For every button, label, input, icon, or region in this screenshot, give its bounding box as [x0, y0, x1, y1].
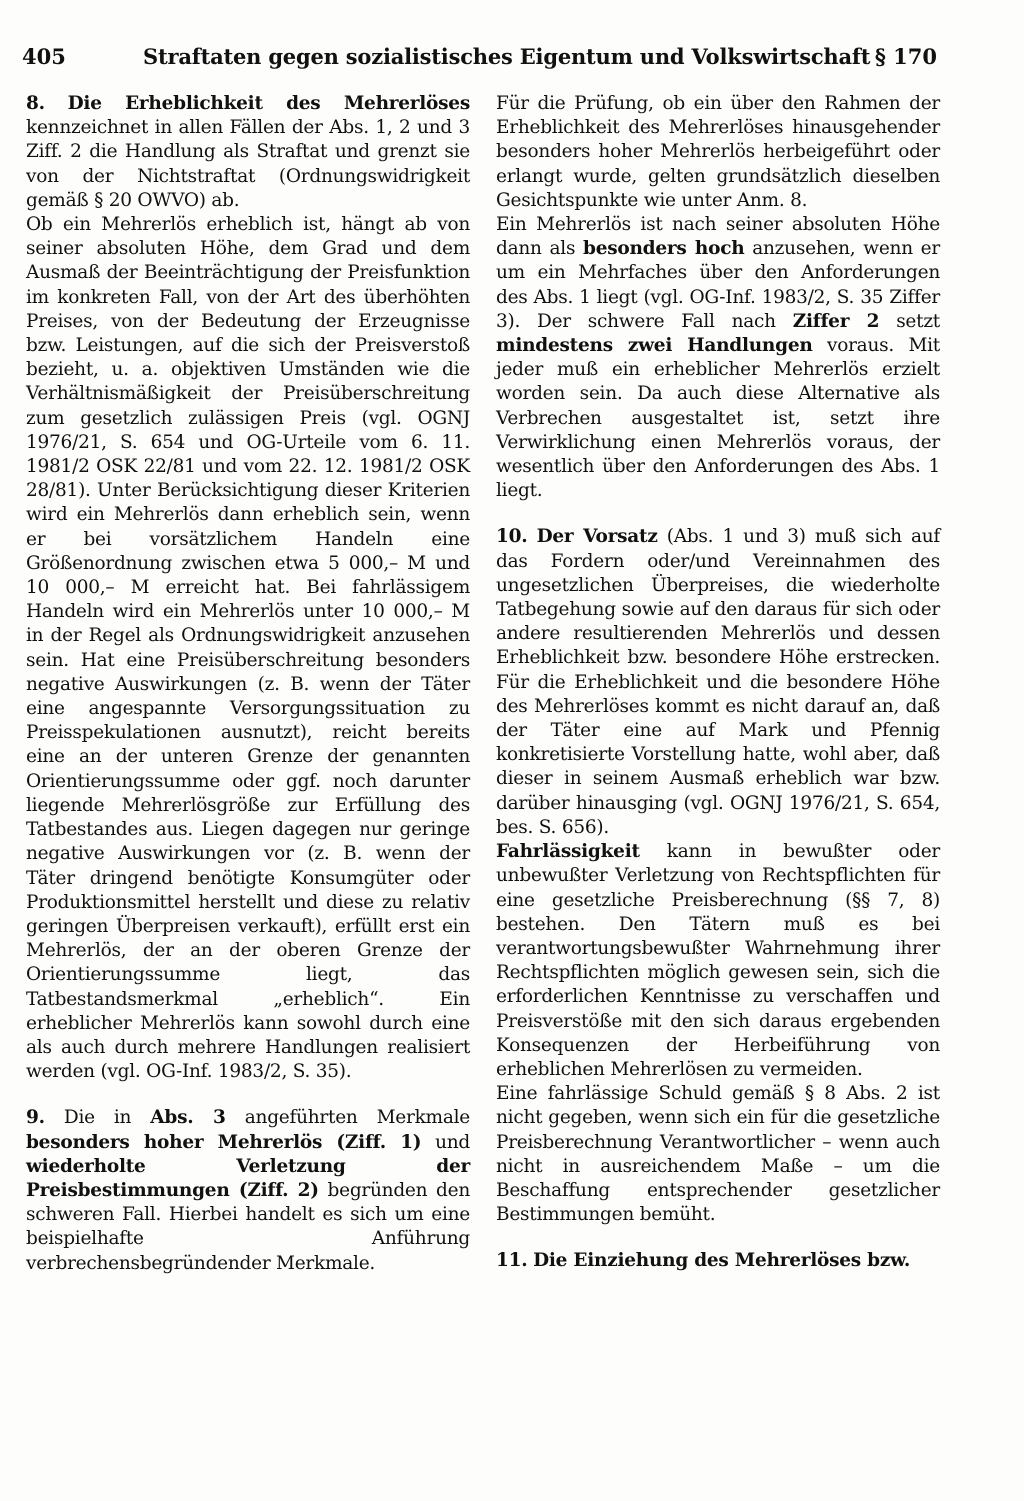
- p3-bold-1: besonders hoch: [583, 238, 745, 260]
- note-8-paragraph-2: Ob ein Mehrerlös erheblich ist, hängt ab von seiner absoluten Höhe, dem Grad und dem Ausmaß der Beeinträchtigung der Preisfunktion im konkreten Fall, von der Art des überhöhten Preises, von der Bedeutung der Erzeugnisse bzw. Leistungen, auf die sich der Preisverstoß bezieht, u. a. objektiven Umständen wie die Verhältnismäßigkeit der Preisüberschreitung zum gesetzlich zulässigen Preis (vgl. OGNJ 1976/21, S. 654 und OG-Urteile vom 6. 11. 1981/2 OSK 22/81 und vom 22. 12. 1981/2 OSK 28/81). Unter Berücksichtigung dieser Kriterien wird ein Mehrerlös dann erheblich sein, wenn er bei vorsätzlichem Handeln eine Größenordnung zwischen etwa 5 000,– M und 10 000,– M erreicht hat. Bei fahrlässigem Handeln wird ein Mehrerlös unter 10 000,– M in der Regel als Ordnungswidrigkeit anzusehen sein. Hat eine Preisüberschreitung besonders negative Auswirkungen (z. B. wenn der Täter eine angespannte Versorgungssituation zu Preisspekulationen ausnutzt), reicht bereits eine an der unteren Grenze der genannten Orientierungssumme oder ggf. noch darunter liegende Mehrerlösgröße zur Erfüllung des Tatbestandes aus. Liegen dagegen nur geringe negative Auswirkungen vor (z. B. wenn der Täter dringend benötigte Konsumgüter oder Produktionsmittel herstellt und diese zu relativ geringen Überpreisen verkauft), erfüllt erst ein Mehrerlös, der an der oberen Grenze der Orientierungssumme liegt, das Tatbestandsmerkmal „erheblich“. Ein erheblicher Mehrerlös kann sowohl durch eine als auch durch mehrere Handlungen realisiert werden (vgl. OG-Inf. 1983/2, S. 35).: [26, 214, 470, 1083]
- note-9-text-4: begründen den schweren Fall. Hierbei handelt es sich um eine beispielhafte Anführung verbrechensbegründender Merkmale.: [26, 1179, 471, 1274]
- p3-text-2: anzusehen, wenn er um ein Mehrfaches über den Anforderungen des Abs. 1 liegt (vgl. OG-Inf. 1983/2, S. 35 Ziffer 3). Der schwere Fall nach: [496, 238, 940, 332]
- note-9-bold-2: besonders hoher Mehrerlös (Ziff. 1): [26, 1131, 422, 1153]
- note-9-text-1: Die in: [63, 1107, 132, 1129]
- p3-bold-3: mindestens zwei Handlungen: [496, 335, 813, 357]
- left-column: [26, 92, 470, 1276]
- negligence-text: kann in bewußter oder unbewußter Verletzung von Rechtspflichten für eine gesetzliche Preisberechnung (§§ 7, 8) bestehen. Den Tätern muß es bei verantwortungsbewußter Wahrnehmung ihrer Rechtspflichten möglich gewesen sein, sich die erforderlichen Kenntnisse zu verschaffen und Preisverstöße mit den sich daraus ergebenden Konsequenzen der Herbeiführung von erheblichen Mehrerlösen zu vermeiden.: [496, 841, 940, 1080]
- negligence-paragraph: [496, 840, 940, 1082]
- note-8-number: 8.: [26, 93, 45, 114]
- page-number: 405: [22, 44, 66, 69]
- running-header: [22, 40, 937, 74]
- note-9-text-2: angeführten Merkmale: [244, 1107, 470, 1129]
- section-number: § 170: [874, 44, 937, 69]
- note-9-number: 9.: [26, 1107, 45, 1129]
- note-9: [26, 1106, 470, 1275]
- p3-text-1: Ein Mehrerlös ist nach seiner absoluten Höhe dann als: [496, 214, 940, 260]
- note-10: [496, 525, 940, 840]
- note-10-text: (Abs. 1 und 3) muß sich auf das Fordern oder/und Vereinnahmen des ungesetzlichen Überpreises, die wiederholte Tatbegehung sowie auf den daraus für sich oder andere resultierenden Mehrerlös und dessen Erheblichkeit bzw. besondere Höhe erstrecken. Für die Erheblichkeit und die besondere Höhe des Mehrerlöses kommt es nicht darauf an, daß der Täter eine auf Mark und Pfennig konkretisierte Vorstellung hatte, wohl aber, daß dieser in seinem Ausmaß erheblich war bzw. darüber hinausging (vgl. OGNJ 1976/21, S. 654, bes. S. 656).: [496, 526, 940, 838]
- note-9-bold-1: Abs. 3: [150, 1107, 226, 1129]
- note-11: [496, 1249, 940, 1273]
- note-9-bold-3: wiederholte Verletzung der Preisbestimmungen (Ziff. 2): [26, 1155, 470, 1201]
- p3-bold-2: Ziffer 2: [792, 310, 880, 332]
- note-10-number: 10.: [496, 526, 528, 548]
- p3-text-4: voraus. Mit jeder muß ein erheblicher Mehrerlös erzielt worden sein. Da auch diese Alternative als Verbrechen ausgestaltet ist, setzt ihre Verwirklichung einen Mehrerlös voraus, der wesentlich über den Anforderungen des Abs. 1 liegt.: [496, 335, 940, 502]
- right-column: [496, 92, 940, 1274]
- negligence-paragraph-2: Eine fahrlässige Schuld gemäß § 8 Abs. 2 ist nicht gegeben, wenn sich ein für die gesetzliche Preisberechnung Verantwortlicher – wenn auch nicht in ausreichendem Maße – um die Beschaffung entsprechender gesetzlicher Bestimmungen bemüht.: [496, 1083, 940, 1226]
- note-8: [26, 92, 470, 213]
- note-10-heading: Der Vorsatz: [536, 526, 658, 548]
- note-8-heading: Die Erheblichkeit des Mehrerlöses: [67, 93, 470, 114]
- note-9-paragraph-3: [496, 213, 940, 503]
- negligence-heading: Fahrlässigkeit: [496, 841, 640, 863]
- note-8-text: kennzeichnet in allen Fällen der Abs. 1, 2 und 3 Ziff. 2 die Handlung als Straftat und grenzt sie von der Nichtstraftat (Ordnungswidrigkeit gemäß § 20 OWVO) ab.: [26, 117, 470, 211]
- note-9-text-3: und: [435, 1131, 470, 1153]
- note-9-paragraph-2: Für die Prüfung, ob ein über den Rahmen der Erheblichkeit des Mehrerlöses hinausgehender besonders hoher Mehrerlös herbeigeführt oder erlangt wurde, gelten grundsätzlich dieselben Gesichtspunkte wie unter Anm. 8.: [496, 93, 940, 211]
- note-11-number: 11.: [496, 1250, 528, 1272]
- note-11-heading: Die Einziehung des Mehrerlöses bzw.: [533, 1250, 911, 1272]
- p3-text-3: setzt: [896, 310, 940, 332]
- chapter-title: Straftaten gegen sozialistisches Eigentum und Volkswirtschaft: [143, 44, 871, 69]
